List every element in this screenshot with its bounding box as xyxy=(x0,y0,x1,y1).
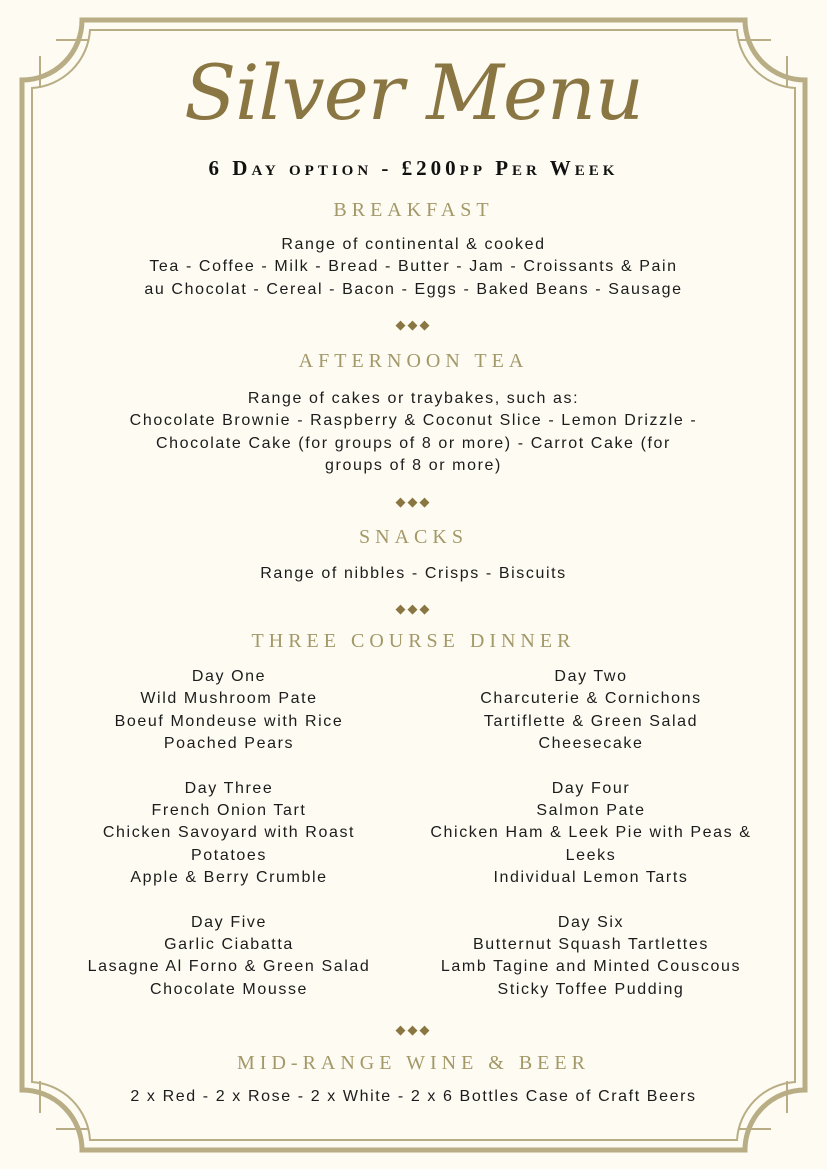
dish: Chocolate Mousse xyxy=(149,980,309,998)
menu-title: Silver Menu xyxy=(184,48,643,137)
dish: Chicken Ham & Leek Pie with Peas & xyxy=(430,824,752,842)
afternoon-tea-heading: AFTERNOON TEA xyxy=(298,350,529,372)
afternoon-tea-body xyxy=(60,388,767,478)
dish: Sticky Toffee Pudding xyxy=(497,980,685,998)
dish: Tartiflette & Green Salad xyxy=(483,712,699,730)
dinner-day-six xyxy=(408,912,774,1002)
dinner-left-column xyxy=(70,666,388,1023)
dinner-day-five xyxy=(70,912,388,1002)
drinks-line: 2 x Red - 2 x Rose - 2 x White - 2 x 6 Bottles Case of Craft Beers xyxy=(130,1088,697,1105)
dish: Butternut Squash Tartlettes xyxy=(473,936,709,954)
dish: Poached Pears xyxy=(163,735,295,753)
dinner-right-column xyxy=(408,666,774,1023)
day-title: Day Four xyxy=(551,779,631,797)
afternoon-tea-line: Chocolate Brownie - Raspberry & Coconut Slice - Lemon Drizzle - xyxy=(129,412,698,430)
afternoon-tea-line: Range of cakes or traybakes, such as: xyxy=(247,390,580,407)
divider-diamonds-icon: ◆◆◆ xyxy=(395,601,432,616)
breakfast-line: Range of continental & cooked xyxy=(281,236,546,253)
divider-diamonds-icon: ◆◆◆ xyxy=(395,1022,432,1037)
dish: Individual Lemon Tarts xyxy=(493,869,689,887)
afternoon-tea-line: Chocolate Cake (for groups of 8 or more) - Carrot Cake (for xyxy=(155,434,671,452)
dish: Salmon Pate xyxy=(536,802,646,820)
breakfast-body xyxy=(60,234,767,301)
drinks-heading: MID-RANGE WINE & BEER xyxy=(237,1052,590,1074)
dish: Leeks xyxy=(565,846,617,864)
dish: Charcuterie & Cornichons xyxy=(480,690,702,708)
breakfast-line: Tea - Coffee - Milk - Bread - Butter - Jam - Croissants & Pain xyxy=(149,258,678,276)
dish: Garlic Ciabatta xyxy=(164,936,294,954)
menu-subtitle: 6 Day option - £200pp Per Week xyxy=(208,156,619,180)
snacks-body xyxy=(60,563,767,585)
dish: Boeuf Mondeuse with Rice xyxy=(114,712,344,730)
afternoon-tea-line: groups of 8 or more) xyxy=(325,457,502,475)
drinks-body xyxy=(60,1086,767,1108)
dish: Potatoes xyxy=(191,846,267,864)
breakfast-heading: BREAKFAST xyxy=(333,199,494,221)
day-title: Day Two xyxy=(554,668,628,685)
day-title: Day Five xyxy=(191,913,267,931)
dinner-day-two xyxy=(408,666,774,756)
dish: French Onion Tart xyxy=(151,802,307,820)
day-title: Day Six xyxy=(557,913,625,931)
dish: Cheesecake xyxy=(538,735,644,753)
dinner-day-three xyxy=(70,778,388,890)
dinner-heading: THREE COURSE DINNER xyxy=(251,630,576,652)
dish: Wild Mushroom Pate xyxy=(140,690,318,708)
breakfast-line: au Chocolat - Cereal - Bacon - Eggs - Baked Beans - Sausage xyxy=(144,280,683,298)
dish: Chicken Savoyard with Roast xyxy=(102,824,356,842)
dish: Apple & Berry Crumble xyxy=(130,869,328,887)
snacks-heading: SNACKS xyxy=(359,526,468,548)
snacks-line: Range of nibbles - Crisps - Biscuits xyxy=(260,565,567,582)
dish: Lasagne Al Forno & Green Salad xyxy=(87,958,371,976)
divider-diamonds-icon: ◆◆◆ xyxy=(395,317,432,332)
dinner-day-one xyxy=(70,666,388,756)
dish: Lamb Tagine and Minted Couscous xyxy=(440,958,742,976)
day-title: Day One xyxy=(191,668,267,685)
dinner-day-four xyxy=(408,778,774,890)
divider-diamonds-icon: ◆◆◆ xyxy=(395,494,432,509)
day-title: Day Three xyxy=(184,779,274,797)
